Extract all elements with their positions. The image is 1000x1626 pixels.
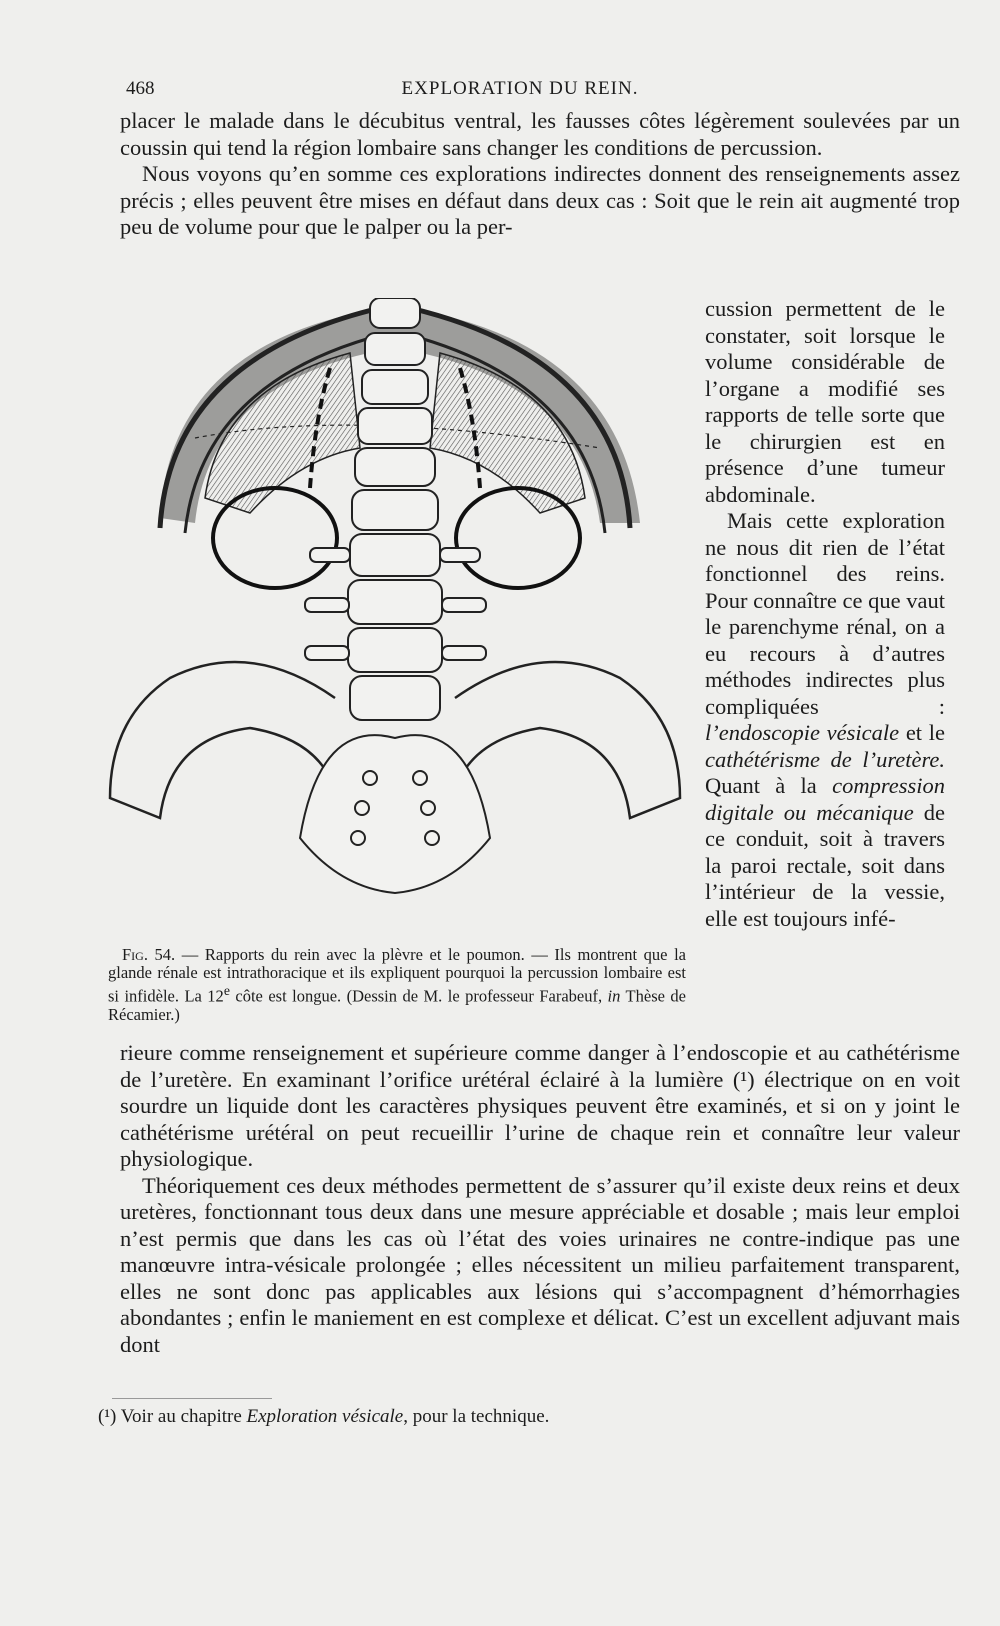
figure-label: Fig. 54.: [122, 945, 176, 964]
footnote-rule: [112, 1398, 272, 1399]
right-iliac: [455, 662, 680, 818]
column-text-1: cussion permettent de le constater, soit lorsque le volume considérable de l’organe a modifié ses rapports de telle sorte que le chirurgien est en présence d’une tumeur abdominale.: [705, 296, 945, 507]
column-text-2: Mais cette exploration ne nous dit rien de l’état fonctionnel des reins. Pour connaître ce que vaut le parenchyme rénal, on a eu recours à d’autres méthodes indirectes plus compliquées :: [705, 508, 945, 719]
figure-caption: [108, 946, 686, 1024]
bottom-p1-part1: rieure comme renseignement et supérieure comme danger à l’endoscopie et au cathétérisme de l’uretère. En examinant l’orifice urétéral éclairé à la lumière: [120, 1040, 960, 1092]
top-text-block: [120, 108, 960, 241]
sacrum: [300, 735, 490, 893]
caption-italic: in: [607, 986, 621, 1006]
kidney-pleura-illustration: [100, 298, 690, 928]
paragraph-explorations: Nous voyons qu’en somme ces explorations indirectes donnent des renseignements assez précis ; elles peuvent être mises en défaut dans deux cas : Soit que le rein ait augmenté trop peu de volume pour que le palper ou la per-: [120, 161, 960, 239]
footnote-marker: (¹): [98, 1406, 117, 1427]
bottom-text-block: [120, 1040, 960, 1358]
left-kidney: [213, 488, 337, 588]
column-italic-endoscopie: l’endoscopie vésicale: [705, 720, 900, 745]
paragraph-theoriquement: Théoriquement ces deux méthodes permettent de s’assurer qu’il existe deux reins et deux uretères, fonctionnant tous deux dans une mesure appréciable et dosable ; mais leur emploi n’est permis que dans les cas où l’état des voies urinaires ne contre-indique pas une manœuvre intra-vésicale prolongée ; elles nécessitent un milieu parfaitement transparent, elles ne sont donc pas applicables aux lésions qui s’accompagnent d’hémorrhagies abondantes ; enfin le maniement en est complexe et délicat. C’est un excellent adjuvant mais dont: [120, 1172, 960, 1357]
column-italic-compression: compression digitale ou mécanique: [705, 773, 945, 825]
caption-part-2: côte est longue. (Dessin de M. le professeur Farabeuf,: [229, 986, 608, 1006]
bottom-p1-part2: électrique on en voit sourdre un liquide dont les caractères physiques peuvent être examinés, et si on y joint le cathétérisme urétéral on peut recueillir l’urine de chaque rein et connaître leur valeur physiologique.: [120, 1066, 961, 1171]
left-iliac: [110, 662, 335, 818]
footnote-reference: (¹): [732, 1066, 755, 1092]
column-text-3: et le: [899, 720, 945, 745]
footnote: [98, 1406, 898, 1428]
column-paragraph-2: [705, 508, 945, 932]
caption-superscript: e: [223, 983, 230, 998]
footnote-text-before: Voir au chapitre: [116, 1406, 247, 1427]
anatomical-figure: [100, 298, 690, 928]
side-column-text: [705, 296, 945, 932]
right-kidney: [456, 488, 580, 588]
caption-part-3: Thèse de Récamier.): [108, 986, 686, 1024]
column-text-4: Quant à la: [705, 773, 833, 798]
caption-part-1: — Rapports du rein avec la plèvre et le poumon. — Ils montrent que la glande rénale est intrathoracique et ils expliquent pourquoi la percussion lombaire est si infidèle. La 12: [108, 945, 686, 1006]
page-number: 468: [126, 78, 155, 99]
paragraph-decubitus: placer le malade dans le décubitus ventral, les fausses côtes légèrement soulevées par un coussin qui tend la région lombaire sans changer les conditions de percussion.: [120, 108, 960, 160]
running-header: [120, 78, 920, 108]
column-italic-catheterisme: cathétérisme de l’uretère.: [705, 746, 945, 772]
column-text-5: de ce conduit, soit à travers la paroi rectale, soit dans l’intérieur de la vessie, elle est toujours infé-: [705, 799, 945, 931]
footnote-italic: Exploration vésicale: [246, 1406, 404, 1427]
running-title: EXPLORATION DU REIN.: [401, 78, 639, 99]
footnote-text-after: , pour la technique.: [403, 1406, 550, 1427]
paragraph-endoscopie: [120, 1040, 960, 1173]
